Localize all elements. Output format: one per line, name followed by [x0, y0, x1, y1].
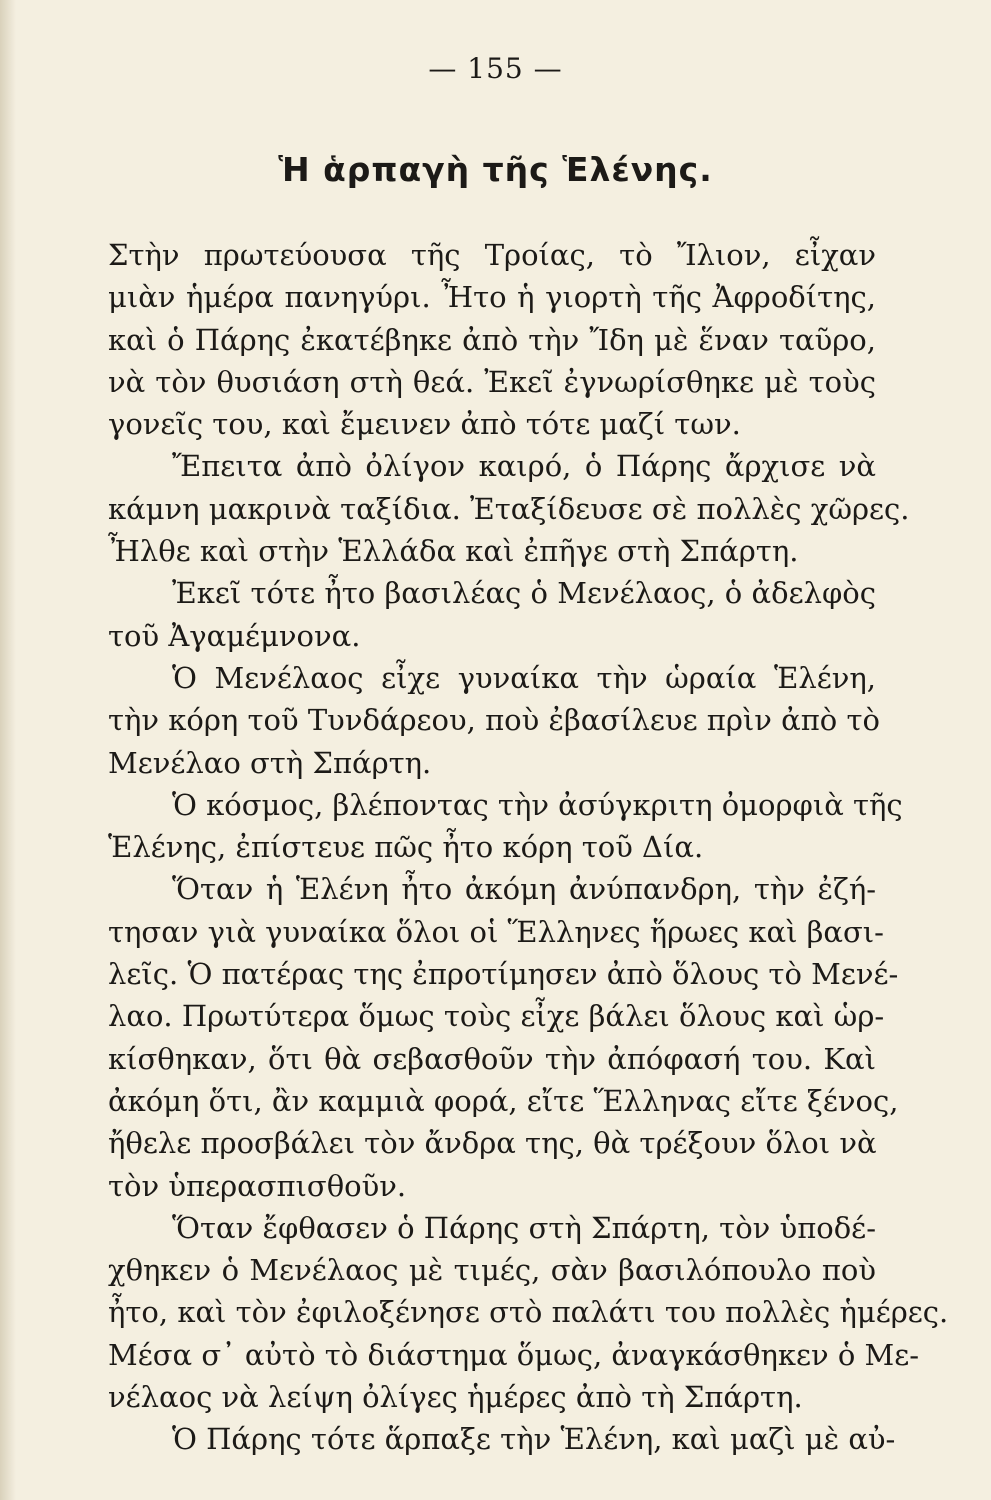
text-line: κάμνη μακρινὰ ταξίδια. Ἐταξίδευσε σὲ πολλὲς χῶρες. [108, 491, 910, 526]
body-text [108, 234, 949, 1461]
text-line: Ὁ κόσμος, βλέποντας τὴν ἀσύγκριτη ὀμορφιὰ τῆς [172, 787, 903, 822]
text-line: ἤθελε προσβάλει τὸν ἄνδρα της, θὰ τρέξουν ὅλοι νὰ [108, 1126, 877, 1161]
text-line: ἦτο, καὶ τὸν ἐφιλοξένησε στὸ παλάτι του πολλὲς ἡμέρες. [108, 1295, 949, 1330]
chapter-title: Ἡ ἁρπαγὴ τῆς Ἑλένης. [278, 150, 713, 189]
text-line: τησαν γιὰ γυναίκα ὅλοι οἱ Ἕλληνες ἥρωες καὶ βασι- [108, 914, 884, 949]
text-line: Στὴν πρωτεύουσα τῆς Τροίας, τὸ Ἴλιον, εἶχαν [108, 238, 876, 272]
text-line: Ἔπειτα ἀπὸ ὀλίγον καιρό, ὁ Πάρης ἄρχισε νὰ [172, 449, 876, 484]
text-line: λεῖς. Ὁ πατέρας της ἐπροτίμησεν ἀπὸ ὅλους τὸ Μενέ- [108, 957, 899, 992]
text-line: Μέσα σ᾿ αὐτὸ τὸ διάστημα ὅμως, ἀναγκάσθηκεν ὁ Με- [108, 1337, 920, 1372]
text-line: λαο. Πρωτύτερα ὅμως τοὺς εἶχε βάλει ὅλους καὶ ὡρ- [108, 999, 885, 1034]
text-line: χθηκεν ὁ Μενέλαος μὲ τιμές, σὰν βασιλόπουλο ποὺ [108, 1253, 876, 1288]
text-line: ἀκόμη ὅτι, ἂν καμμιὰ φορά, εἴτε Ἕλληνας εἴτε ξένος, [108, 1083, 899, 1118]
text-line: Ἦλθε καὶ στὴν Ἑλλάδα καὶ ἐπῆγε στὴ Σπάρτη. [108, 534, 799, 569]
text-line: Μενέλαο στὴ Σπάρτη. [108, 745, 432, 780]
text-line: γονεῖς του, καὶ ἔμεινεν ἀπὸ τότε μαζί των. [108, 407, 741, 442]
text-line: Ὅταν ἔφθασεν ὁ Πάρης στὴ Σπάρτη, τὸν ὑποδέ- [172, 1210, 876, 1245]
text-line: τὸν ὑπερασπισθοῦν. [108, 1168, 407, 1203]
text-line: μιὰν ἡμέρα πανηγύρι. Ἦτο ἡ γιορτὴ τῆς Ἀφροδίτης, [108, 280, 876, 315]
text-line: τὴν κόρη τοῦ Τυνδάρεου, ποὺ ἐβασίλευε πρὶν ἀπὸ τὸ [108, 703, 880, 738]
text-line: νέλαος νὰ λείψη ὀλίγες ἡμέρες ἀπὸ τὴ Σπάρτη. [108, 1380, 803, 1415]
text-line: καὶ ὁ Πάρης ἐκατέβηκε ἀπὸ τὴν Ἴδη μὲ ἕναν ταῦρο, [108, 322, 876, 357]
text-line: τοῦ Ἀγαμέμνονα. [108, 618, 361, 653]
page-edge [0, 0, 16, 1500]
text-line: νὰ τὸν θυσιάση στὴ θεά. Ἐκεῖ ἐγνωρίσθηκε μὲ τοὺς [108, 364, 876, 399]
text-line: Ἐκεῖ τότε ἦτο βασιλέας ὁ Μενέλαος, ὁ ἀδελφὸς [172, 576, 876, 611]
text-line: Ὅταν ἡ Ἑλένη ἦτο ἀκόμη ἀνύπανδρη, τὴν ἐζή- [172, 872, 876, 907]
text-line: Ἑλένης, ἐπίστευε πῶς ἦτο κόρη τοῦ Δία. [108, 830, 704, 865]
text-line: Ὁ Πάρης τότε ἅρπαξε τὴν Ἑλένη, καὶ μαζὶ μὲ αὐ- [172, 1422, 896, 1457]
text-line: κίσθηκαν, ὅτι θὰ σεβασθοῦν τὴν ἀπόφασή του. Καὶ [108, 1041, 876, 1076]
page-number: — 155 — [428, 52, 563, 85]
text-line: Ὁ Μενέλαος εἶχε γυναίκα τὴν ὡραία Ἑλένη, [172, 660, 876, 695]
